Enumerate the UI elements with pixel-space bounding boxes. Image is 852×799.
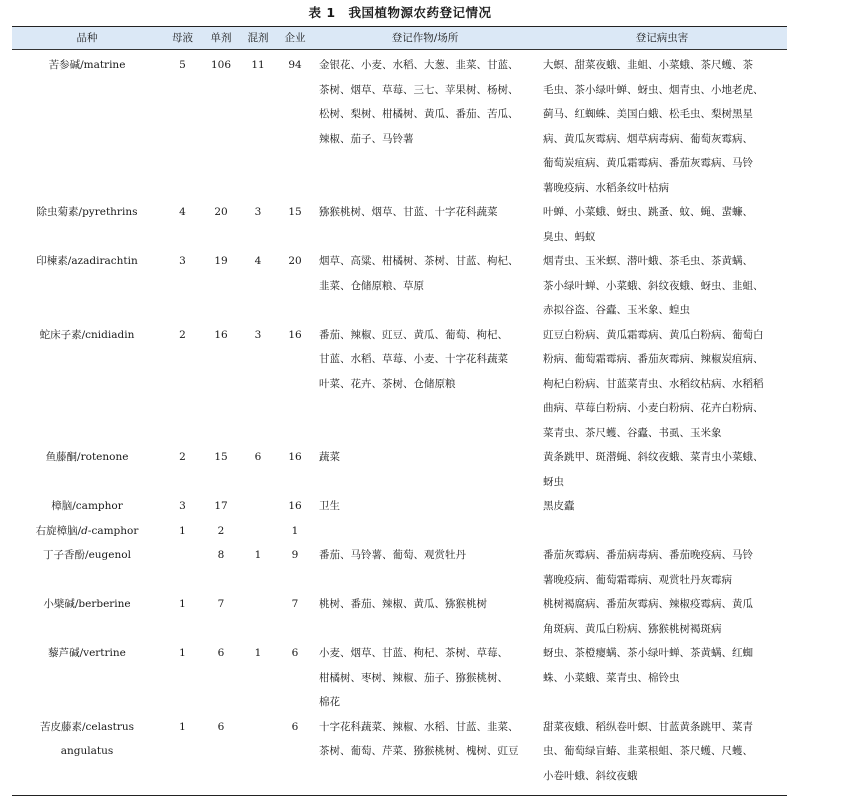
pests-cell <box>537 494 787 519</box>
crops-line: 辣椒、茄子、马铃薯 <box>319 132 414 145</box>
enterprise-count: 20 <box>288 255 302 267</box>
single-formulation-count: 6 <box>217 720 225 733</box>
mixture-count: 3 <box>254 328 262 341</box>
variety-cell <box>12 323 162 446</box>
crops-line: 茶树、葡萄、芹菜、猕猴桃树、槐树、豇豆 <box>319 745 519 757</box>
pests-line: 蛛、小菜蛾、菜青虫、棉铃虫 <box>543 671 680 684</box>
table-header <box>12 27 787 50</box>
variety-cell <box>12 592 162 641</box>
crops-cell <box>313 445 537 494</box>
mother-liquor-count: 1 <box>179 720 186 733</box>
variety-cell <box>12 445 162 494</box>
variety-cell <box>12 641 162 715</box>
crops-line: 松树、梨树、柑橘树、黄瓜、番茄、苦瓜、 <box>319 108 519 120</box>
table-title: 表 1 我国植物源农药登记情况 <box>308 5 492 20</box>
crops-cell <box>313 249 537 323</box>
crops-cell <box>313 715 537 792</box>
pests-cell <box>537 715 787 792</box>
crops-line: 小麦、烟草、甘蓝、枸杞、茶树、草莓、 <box>319 647 508 659</box>
enterprise-count: 16 <box>288 328 302 341</box>
variety-name-line: 苦皮藤素/celastrus <box>39 720 135 733</box>
mother-liquor-count: 5 <box>179 59 186 71</box>
crops-cell <box>313 592 537 641</box>
header-enterprise: 企业 <box>277 27 313 50</box>
crops-line: 柑橘树、枣树、辣椒、茄子、猕猴桃树、 <box>319 671 508 684</box>
crops-line: 蔬菜 <box>319 451 340 463</box>
mother-liquor-count: 1 <box>179 598 186 610</box>
crops-cell <box>313 200 537 249</box>
crops-line: 卫生 <box>319 500 340 512</box>
table-row <box>12 715 787 792</box>
variety-name-line: 藜芦碱/vertrine <box>48 647 126 659</box>
table-row <box>12 519 787 544</box>
pests-line: 蚜虫 <box>543 475 564 488</box>
enterprise-count: 6 <box>291 647 299 659</box>
pests-line: 病、黄瓜灰霉病、烟草病毒病、葡萄灰霉病、 <box>543 132 753 145</box>
pests-line: 大螟、甜菜夜蛾、韭蛆、小菜蛾、茶尺蠖、茶 <box>543 59 753 71</box>
table-row <box>12 445 787 494</box>
single-formulation-count: 7 <box>217 598 225 610</box>
variety-name-line: 印楝素/azadirachtin <box>36 255 138 267</box>
crops-line: 猕猴桃树、烟草、甘蓝、十字花科蔬菜 <box>319 206 498 218</box>
crops-line: 韭菜、仓储原粮、草原 <box>319 279 424 292</box>
mixture-count: 6 <box>254 451 262 463</box>
pests-line: 曲病、草莓白粉病、小麦白粉病、花卉白粉病、 <box>543 402 764 414</box>
single-formulation-count: 6 <box>217 647 225 659</box>
variety-name-prefix: 右旋樟脑/ <box>35 524 82 537</box>
table-row <box>12 50 787 201</box>
bottom-rule <box>12 795 787 796</box>
variety-name-suffix: -camphor <box>87 524 139 537</box>
mixture-count: 3 <box>254 206 262 218</box>
pests-cell <box>537 543 787 592</box>
pests-line: 角斑病、黄瓜白粉病、猕猴桃树褐斑病 <box>543 622 722 635</box>
crops-line: 番茄、辣椒、豇豆、黄瓜、葡萄、枸杞、 <box>319 328 508 341</box>
pests-line: 桃树褐腐病、番茄灰霉病、辣椒疫霉病、黄瓜 <box>543 598 753 610</box>
mixture-count <box>239 519 277 544</box>
single-formulation-count: 17 <box>214 500 228 512</box>
header-mixture: 混剂 <box>239 27 277 50</box>
pests-line: 豇豆白粉病、黄瓜霜霉病、黄瓜白粉病、葡萄白 <box>543 328 764 341</box>
pests-cell <box>537 323 787 446</box>
pests-cell <box>537 249 787 323</box>
mother-liquor-count: 3 <box>179 500 186 512</box>
pests-line: 茶小绿叶蝉、小菜蛾、斜纹夜蛾、蚜虫、韭蛆、 <box>543 279 764 292</box>
pests-line: 赤拟谷盗、谷蠹、玉米象、蝗虫 <box>543 304 690 316</box>
table-row <box>12 494 787 519</box>
mixture-count: 11 <box>251 59 265 71</box>
enterprise-count: 16 <box>288 451 302 463</box>
crops-cell <box>313 641 537 715</box>
crops-cell <box>313 494 537 519</box>
pests-cell <box>537 641 787 715</box>
mixture-count <box>239 715 277 792</box>
single-formulation-count: 106 <box>210 59 232 71</box>
header-pests: 登记病虫害 <box>537 27 787 50</box>
mother-liquor-count: 3 <box>179 255 186 267</box>
crops-cell <box>313 323 537 446</box>
pests-line: 粉病、葡萄霜霉病、番茄灰霉病、辣椒炭疽病、 <box>543 353 764 365</box>
single-formulation-count: 8 <box>217 549 225 561</box>
mother-liquor-count <box>162 543 203 592</box>
variety-cell <box>12 543 162 592</box>
enterprise-count: 9 <box>291 549 299 561</box>
variety-name-line: 鱼藤酮/rotenone <box>45 451 129 463</box>
single-formulation-count: 19 <box>214 255 228 267</box>
pests-line: 虫、葡萄绿盲蝽、韭菜根蛆、茶尺蠖、尺蠖、 <box>543 745 753 757</box>
enterprise-count: 15 <box>288 206 302 218</box>
variety-cell <box>12 494 162 519</box>
header-mother-liquor: 母液 <box>162 27 203 50</box>
variety-cell <box>12 249 162 323</box>
pests-line: 薯晚疫病、葡萄霜霉病、观赏牡丹灰霉病 <box>543 573 732 586</box>
single-formulation-count: 16 <box>214 328 228 341</box>
pests-line: 薯晚疫病、水稻条纹叶枯病 <box>543 181 669 194</box>
crops-line: 十字花科蔬菜、辣椒、水稻、甘蓝、韭菜、 <box>319 720 519 733</box>
crops-cell <box>313 543 537 592</box>
enterprise-count: 6 <box>291 720 299 733</box>
header-single: 单剂 <box>203 27 239 50</box>
single-formulation-count: 15 <box>214 451 228 463</box>
crops-line: 烟草、高粱、柑橘树、茶树、甘蓝、枸杞、 <box>319 255 519 267</box>
crops-line: 茶树、烟草、草莓、三七、苹果树、杨树、 <box>319 83 519 96</box>
pests-line: 烟青虫、玉米螟、潜叶蛾、茶毛虫、茶黄螨、 <box>543 255 753 267</box>
crops-cell <box>313 519 537 544</box>
variety-name-line: 除虫菊素/pyrethrins <box>36 206 138 218</box>
variety-name-line <box>12 519 162 544</box>
pests-line: 番茄灰霉病、番茄病毒病、番茄晚疫病、马铃 <box>543 549 753 561</box>
pests-line: 叶蝉、小菜蛾、蚜虫、跳蚤、蚊、蝇、蜚蠊、 <box>543 206 753 218</box>
variety-cell <box>12 50 162 201</box>
variety-name-line: angulatus <box>60 745 114 757</box>
pests-cell <box>537 445 787 494</box>
pests-line: 蚜虫、茶橙瘿螨、茶小绿叶蝉、茶黄螨、红蜘 <box>543 647 753 659</box>
variety-cell <box>12 715 162 792</box>
pests-line: 毛虫、茶小绿叶蝉、蚜虫、烟青虫、小地老虎、 <box>543 83 764 96</box>
mixture-count: 1 <box>254 549 262 561</box>
header-variety: 品种 <box>12 27 162 50</box>
table-body <box>12 50 787 792</box>
pests-cell <box>537 519 787 544</box>
mother-liquor-count: 1 <box>179 647 186 659</box>
single-formulation-count: 2 <box>217 524 225 537</box>
enterprise-count: 7 <box>291 598 299 610</box>
pests-line: 蓟马、红蜘蛛、美国白蛾、松毛虫、梨树黑星 <box>543 108 753 120</box>
crops-line: 甘蓝、水稻、草莓、小麦、十字花科蔬菜 <box>319 353 508 365</box>
mixture-count <box>239 592 277 641</box>
header-crops: 登记作物/场所 <box>313 27 537 50</box>
variety-cell <box>12 200 162 249</box>
variety-name-line: 丁子香酚/eugenol <box>43 549 131 561</box>
mother-liquor-count: 2 <box>179 451 186 463</box>
pests-line: 小卷叶蛾、斜纹夜蛾 <box>543 769 638 782</box>
enterprise-count: 94 <box>288 59 302 71</box>
pests-cell <box>537 592 787 641</box>
crops-line: 叶菜、花卉、茶树、仓储原粮 <box>319 377 456 390</box>
variety-name-line: 樟脑/camphor <box>51 500 123 512</box>
pests-line: 黄条跳甲、斑潜蝇、斜纹夜蛾、菜青虫小菜蛾、 <box>543 451 764 463</box>
mother-liquor-count: 4 <box>179 206 186 218</box>
crops-cell <box>313 50 537 201</box>
pests-line: 菜青虫、茶尺蠖、谷蠹、书虱、玉米象 <box>543 426 722 439</box>
mixture-count <box>239 494 277 519</box>
crops-line: 棉花 <box>319 696 340 708</box>
pests-line: 臭虫、蚂蚁 <box>543 230 596 243</box>
table-row <box>12 543 787 592</box>
variety-cell <box>12 519 162 544</box>
pests-line: 枸杞白粉病、甘蓝菜青虫、水稻纹枯病、水稻稻 <box>543 377 764 390</box>
table-row <box>12 249 787 323</box>
mixture-count: 1 <box>254 647 262 659</box>
variety-name-italic: d <box>81 524 88 537</box>
single-formulation-count: 20 <box>214 206 228 218</box>
table-row <box>12 641 787 715</box>
pests-line: 甜菜夜蛾、稻纵卷叶螟、甘蓝黄条跳甲、菜青 <box>543 720 753 733</box>
mother-liquor-count: 2 <box>179 328 186 341</box>
pests-cell <box>537 200 787 249</box>
pests-cell <box>537 50 787 201</box>
pests-line: 黑皮蠹 <box>543 500 575 512</box>
enterprise-count: 16 <box>288 500 302 512</box>
header-row <box>12 27 787 50</box>
mother-liquor-count: 1 <box>179 524 186 537</box>
variety-name-line: 蛇床子素/cnidiadin <box>39 328 135 341</box>
variety-name-line: 小檗碱/berberine <box>43 598 131 610</box>
table-row <box>12 592 787 641</box>
table-row <box>12 323 787 446</box>
registration-table <box>12 26 787 791</box>
crops-line: 番茄、马铃薯、葡萄、观赏牡丹 <box>319 549 466 561</box>
table-row <box>12 200 787 249</box>
crops-line: 金银花、小麦、水稻、大葱、韭菜、甘蓝、 <box>319 59 519 71</box>
mixture-count: 4 <box>254 255 262 267</box>
enterprise-count: 1 <box>291 524 299 537</box>
pests-line: 葡萄炭疽病、黄瓜霜霉病、番茄灰霉病、马铃 <box>543 157 753 169</box>
crops-line: 桃树、番茄、辣椒、黄瓜、猕猴桃树 <box>319 598 487 610</box>
variety-name-line: 苦参碱/matrine <box>48 59 126 71</box>
